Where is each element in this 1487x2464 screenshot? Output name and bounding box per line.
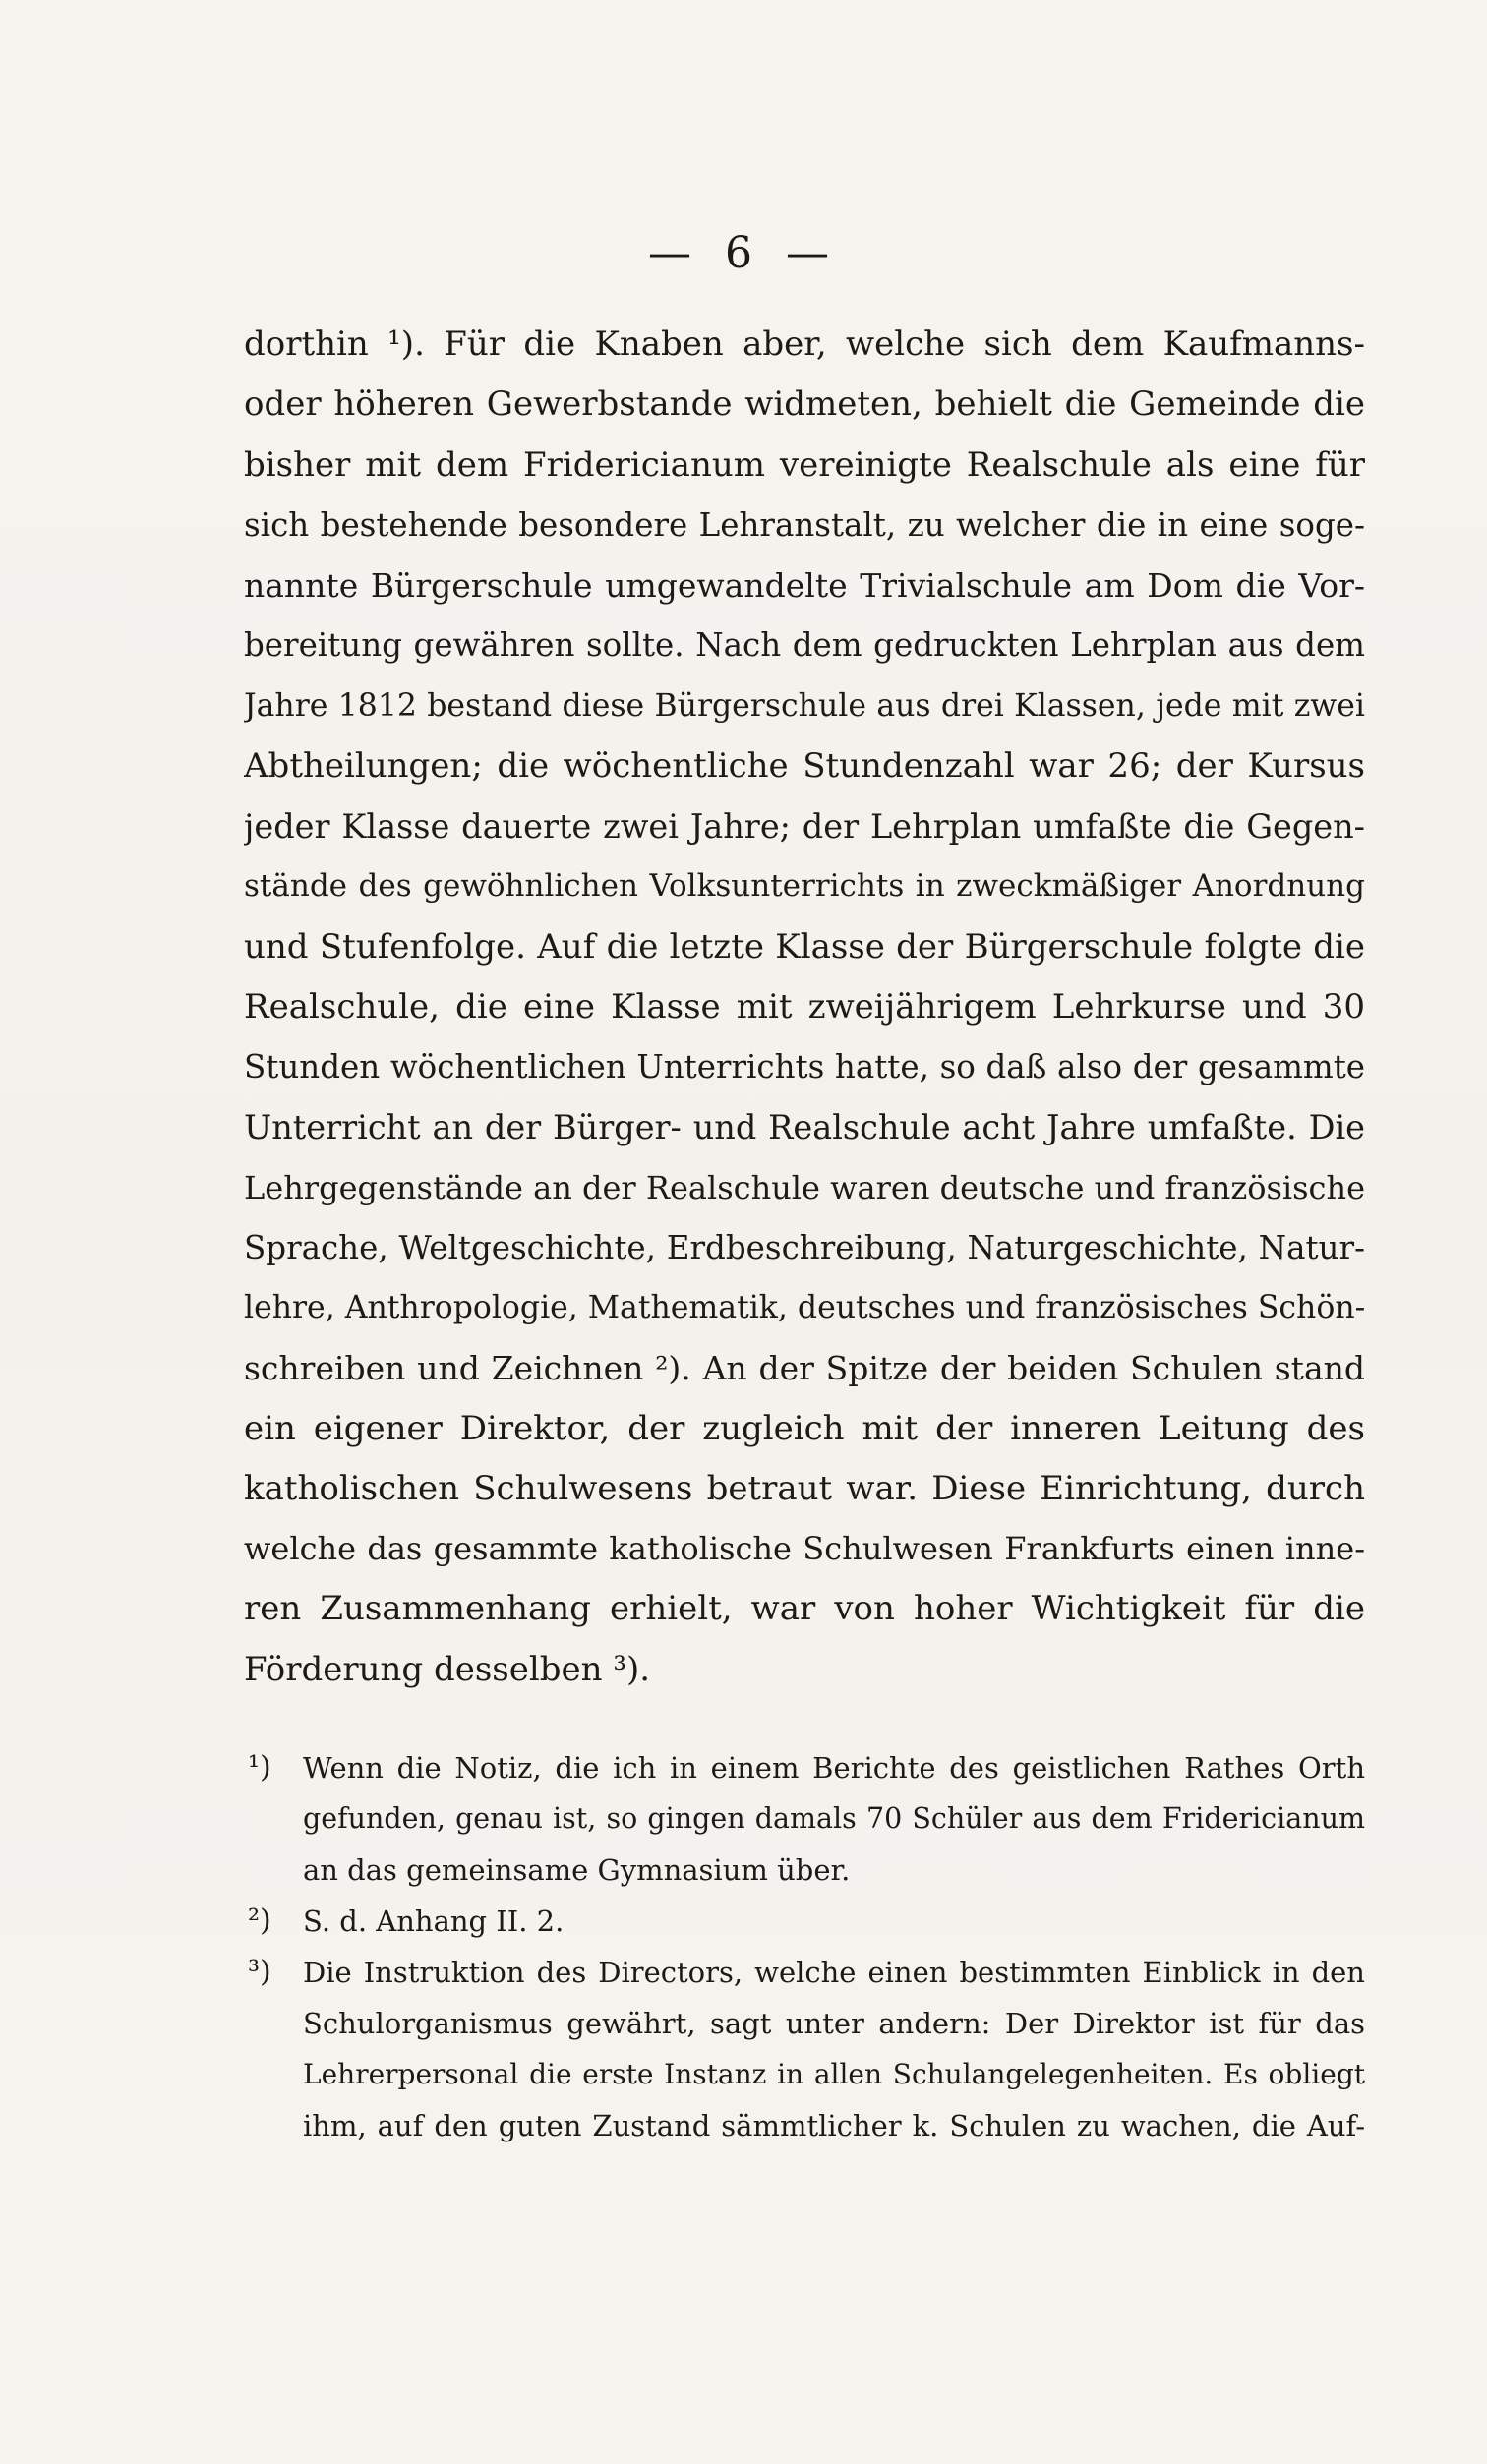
text-line: Lehrgegenstände an der Realschule waren deutsche und französische [244, 1168, 1365, 1206]
footnote-1 [244, 1742, 1365, 1896]
footnote-line: ihm, auf den guten Zustand sämmtlicher k. Schulen zu wachen, die Auf- [303, 2109, 1365, 2142]
footnote-line: Lehrerpersonal die erste Instanz in allen Schulangelegenheiten. Es obliegt [303, 2058, 1365, 2090]
footnotes [244, 1742, 1365, 2151]
text-line: bereitung gewähren sollte. Nach dem gedruckten Lehrplan aus dem [244, 626, 1365, 665]
page-number-header: — 6 — [648, 228, 839, 278]
text-line: Förderung desselben ³). [244, 1649, 651, 1689]
text-line: jeder Klasse dauerte zwei Jahre; der Lehrplan umfaßte die Gegen- [244, 807, 1365, 846]
text-line: Sprache, Weltgeschichte, Erdbeschreibung, Naturgeschichte, Natur- [244, 1228, 1365, 1266]
text-line: Realschule, die eine Klasse mit zweijährigem Lehrkurse und 30 [244, 986, 1365, 1027]
footnote-marker: ²) [248, 1904, 271, 1938]
footnote-marker: ³) [248, 1955, 271, 1989]
footnote-line: gefunden, genau ist, so gingen damals 70 Schüler aus dem Fridericianum [303, 1802, 1365, 1835]
text-line: sich bestehende besondere Lehranstalt, zu welcher die in eine soge- [244, 505, 1365, 544]
text-line: oder höheren Gewerbstande widmeten, behielt die Gemeinde die [244, 384, 1365, 425]
footnote-line: Schulorganismus gewährt, sagt unter andern: Der Direktor ist für das [303, 2007, 1365, 2040]
footnote-3 [244, 1947, 1365, 2151]
text-line: und Stufenfolge. Auf die letzte Klasse der Bürgerschule folgte die [244, 926, 1365, 967]
text-line: nannte Bürgerschule umgewandelte Trivialschule am Dom die Vor- [244, 566, 1365, 605]
text-line: bisher mit dem Fridericianum vereinigte Realschule als eine für [244, 444, 1365, 485]
footnote-line: Die Instruktion des Directors, welche einen bestimmten Einblick in den [303, 1956, 1365, 1989]
footnote-line: an das gemeinsame Gymnasium über. [303, 1853, 851, 1887]
text-line: welche das gesammte katholische Schulwesen Frankfurts einen inne- [244, 1530, 1365, 1567]
footnote-line: Wenn die Notiz, die ich in einem Berichte des geistlichen Rathes Orth [303, 1751, 1365, 1785]
footnote-line: S. d. Anhang II. 2. [303, 1905, 565, 1938]
text-line: Jahre 1812 bestand diese Bürgerschule aus drei Klassen, jede mit zwei [244, 687, 1365, 724]
footnote-marker: ¹) [248, 1750, 271, 1785]
text-line: ren Zusammenhang erhielt, war von hoher Wichtigkeit für die [244, 1589, 1365, 1629]
text-line: schreiben und Zeichnen ²). An der Spitze der beiden Schulen stand [244, 1349, 1365, 1388]
text-line: Stunden wöchentlichen Unterrichts hatte, so daß also der gesammte [244, 1048, 1365, 1085]
text-line: dorthin ¹). Für die Knaben aber, welche sich dem Kaufmanns- [244, 324, 1365, 364]
text-line: lehre, Anthropologie, Mathematik, deutsches und französisches Schön- [244, 1290, 1365, 1325]
text-line: Unterricht an der Bürger- und Realschule acht Jahre umfaßte. Die [244, 1108, 1365, 1147]
text-line: stände des gewöhnlichen Volksunterrichts in zweckmäßiger Anordnung [244, 868, 1365, 905]
text-line: katholischen Schulwesens betraut war. Diese Einrichtung, durch [244, 1468, 1365, 1508]
main-text [244, 315, 1365, 1700]
footnote-2 [244, 1896, 1365, 1947]
text-line: Abtheilungen; die wöchentliche Stundenzahl war 26; der Kursus [244, 745, 1365, 786]
text-line: ein eigener Direktor, der zugleich mit der inneren Leitung des [244, 1408, 1365, 1448]
